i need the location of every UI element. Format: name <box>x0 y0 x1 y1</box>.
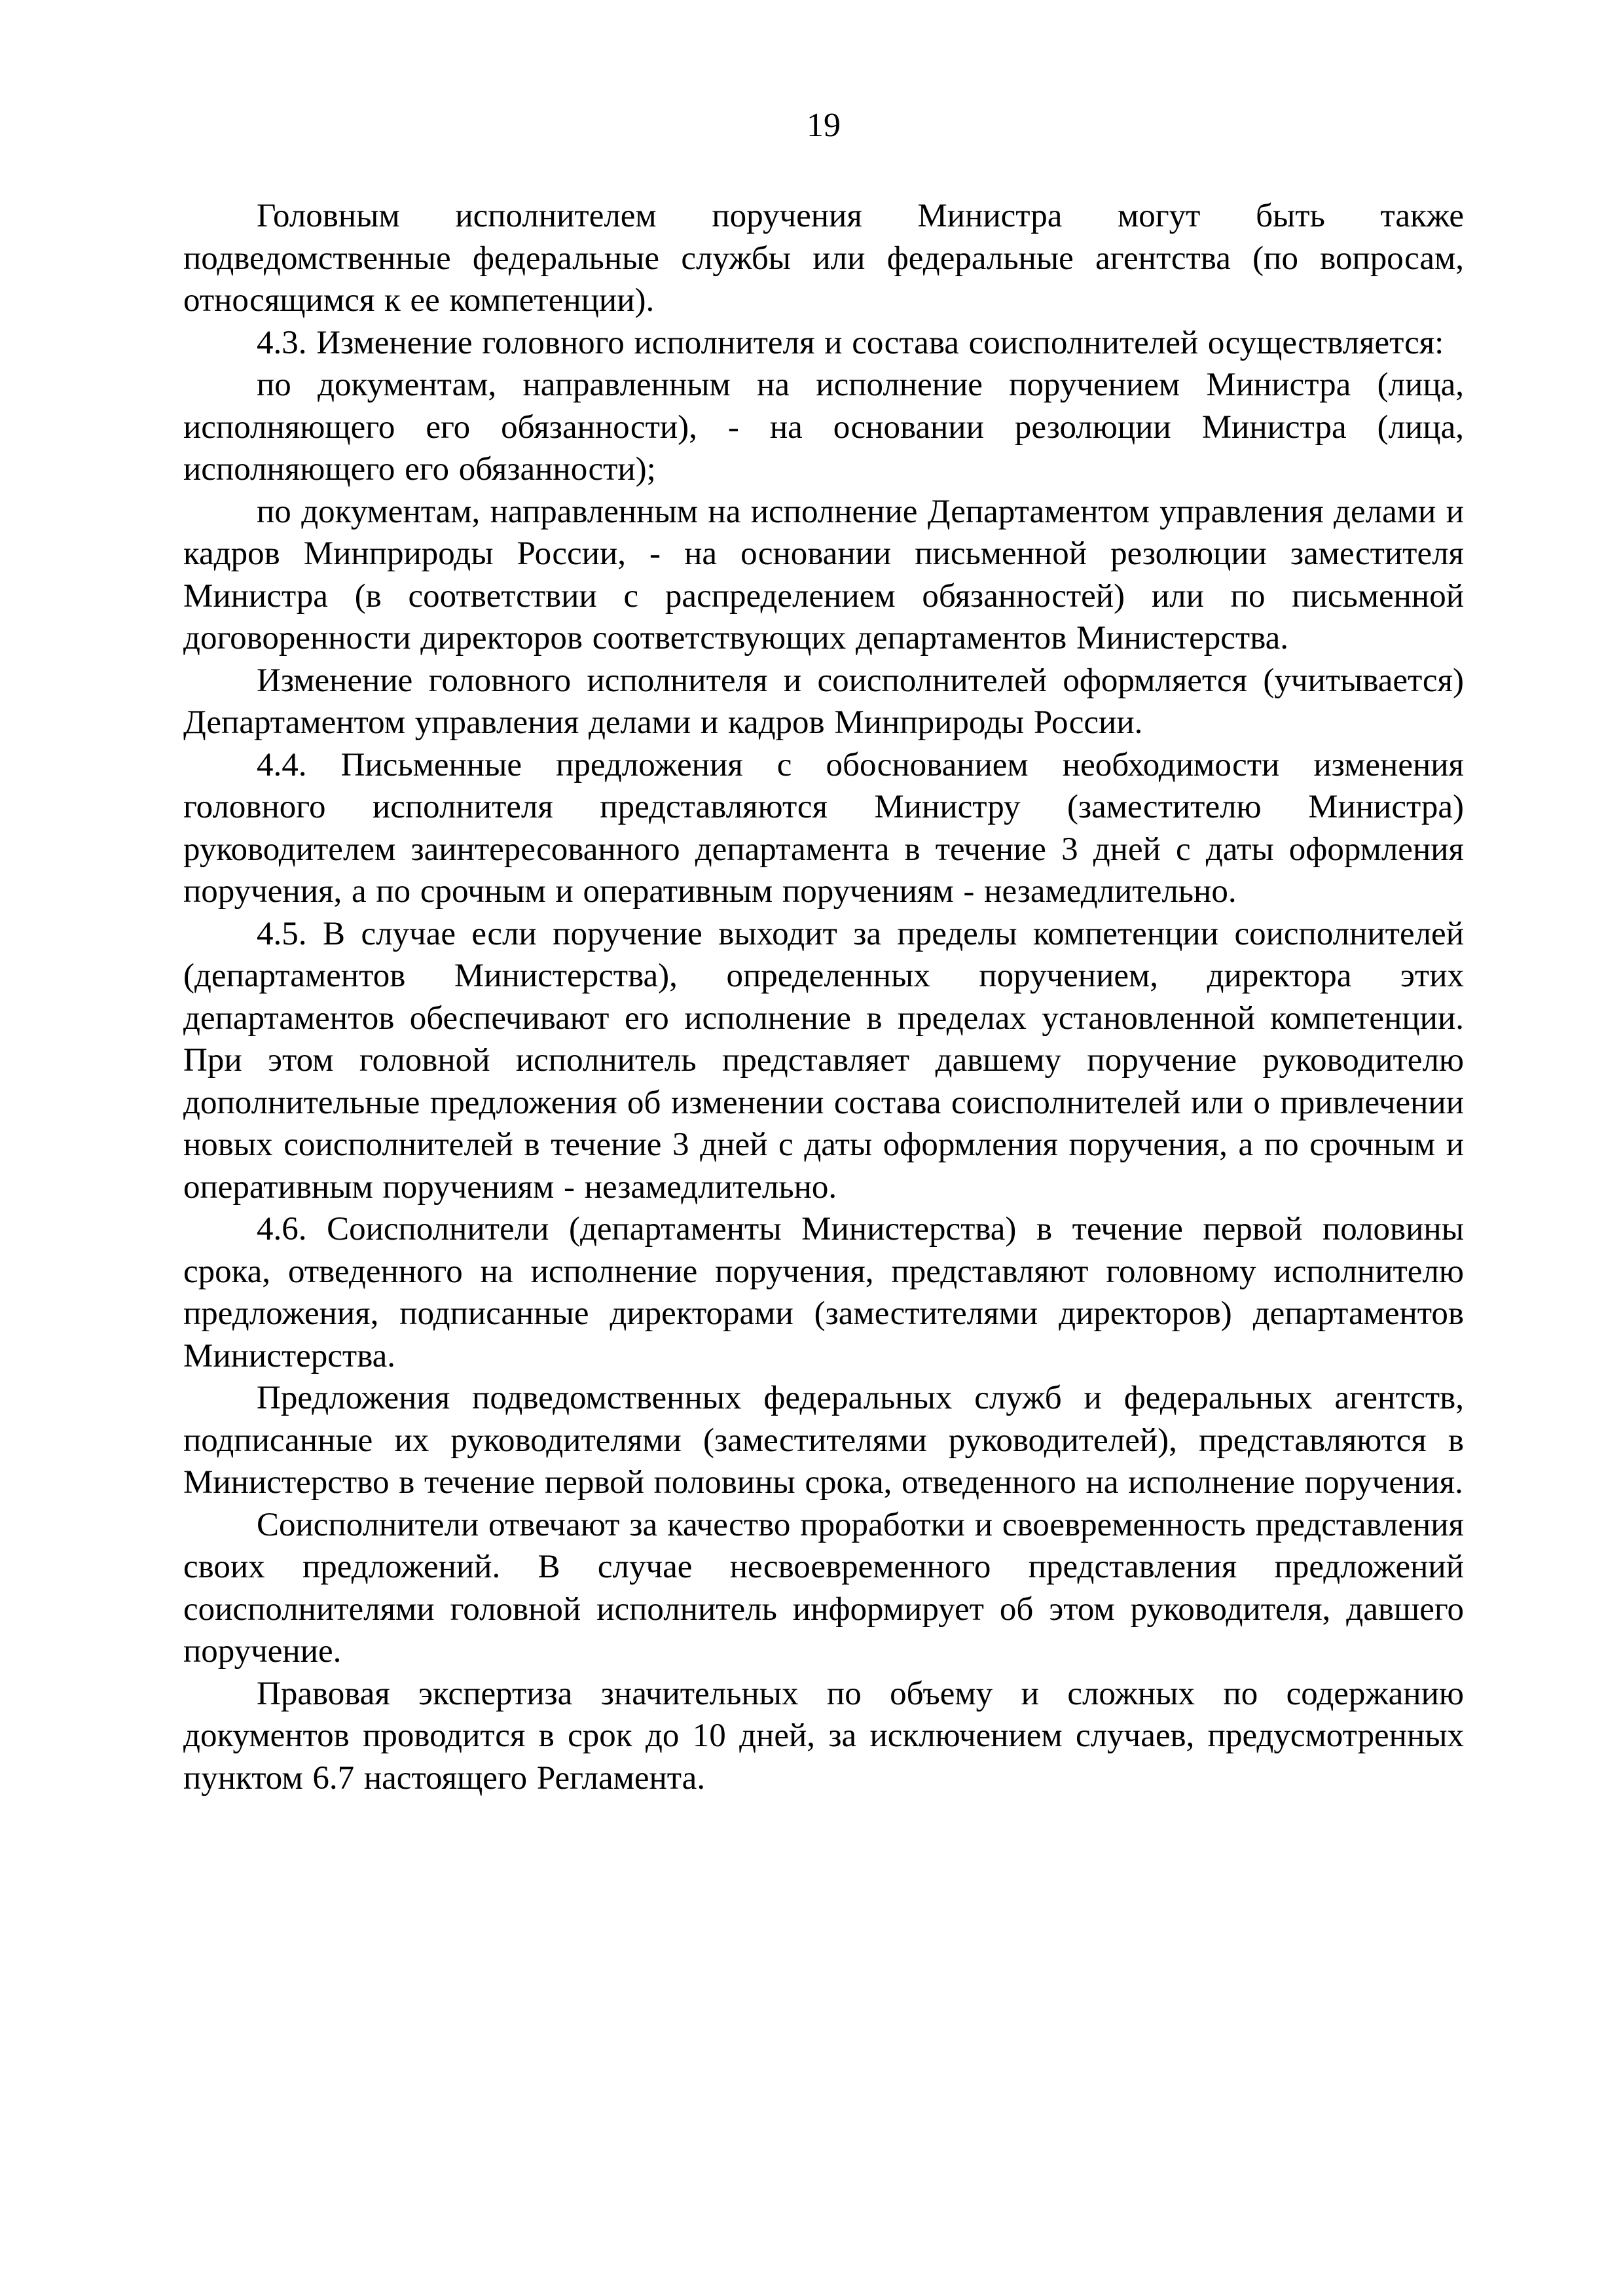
paragraph-legal-expertise: Правовая экспертиза значительных по объему и сложных по содержанию документов проводится в срок до 10 дней, за исключением случаев, предусмотренных пунктом 6.7 настоящего Регламента. <box>183 1675 1464 1797</box>
paragraph-4-4: 4.4. Письменные предложения с обоснованием необходимости изменения головного исполнителя представляются Министру (заместителю Министра) руководителем заинтересованного департамента в течение 3 дней с даты оформления поручения, а по срочным и оперативным поручениям - незамедлительно. <box>183 746 1464 910</box>
paragraph-4-3-item-department: по документам, направленным на исполнение Департаментом управления делами и кадров Минприроды России, - на основании письменной резолюции заместителя Министра (в соответствии с распределением обязанностей) или по письменной договоренности директоров соответствующих департаментов Министерства. <box>183 493 1464 656</box>
paragraph-4-3-registration: Изменение головного исполнителя и соисполнителей оформляется (учитывается) Департаментом управления делами и кадров Минприроды России. <box>183 662 1464 741</box>
paragraph-intro-head-executor: Головным исполнителем поручения Министра могут быть также подведомственные федеральные службы или федеральные агентства (по вопросам, относящимся к ее компетенции). <box>183 198 1464 319</box>
paragraph-4-3-heading: 4.3. Изменение головного исполнителя и состава соисполнителей осуществляется: <box>257 324 1444 361</box>
paragraph-4-5: 4.5. В случае если поручение выходит за пределы компетенции соисполнителей (департаментов Министерства), определенных поручением, директора этих департаментов обеспечивают его исполнение в пределах установленной компетенции. При этом головной исполнитель представляет давшему поручение руководителю дополнительные предложения об изменении состава соисполнителей или о привлечении новых соисполнителей в течение 3 дней с даты оформления поручения, а по срочным и оперативным поручениям - незамедлительно. <box>183 915 1464 1206</box>
paragraph-4-6: 4.6. Соисполнители (департаменты Министерства) в течение первой половины срока, отведенного на исполнение поручения, представляют головному исполнителю предложения, подписанные директорами (заместителями директоров) департаментов Министерства. <box>183 1211 1464 1374</box>
paragraph-coexecutor-responsibility: Соисполнители отвечают за качество проработки и своевременность представления своих предложений. В случае несвоевременного представления предложений соисполнителями головной исполнитель информирует об этом руководителя, давшего поручение. <box>183 1506 1464 1670</box>
paragraph-4-3-item-minister: по документам, направленным на исполнение поручением Министра (лица, исполняющего его обязанности), - на основании резолюции Министра (лица, исполняющего его обязанности); <box>183 367 1464 488</box>
page-number: 19 <box>807 107 841 144</box>
document-body <box>183 195 1464 1799</box>
paragraph-subordinate-proposals: Предложения подведомственных федеральных служб и федеральных агентств, подписанные их руководителями (заместителями руководителей), представляются в Министерство в течение первой половины срока, отведенного на исполнение поручения. <box>183 1380 1464 1501</box>
